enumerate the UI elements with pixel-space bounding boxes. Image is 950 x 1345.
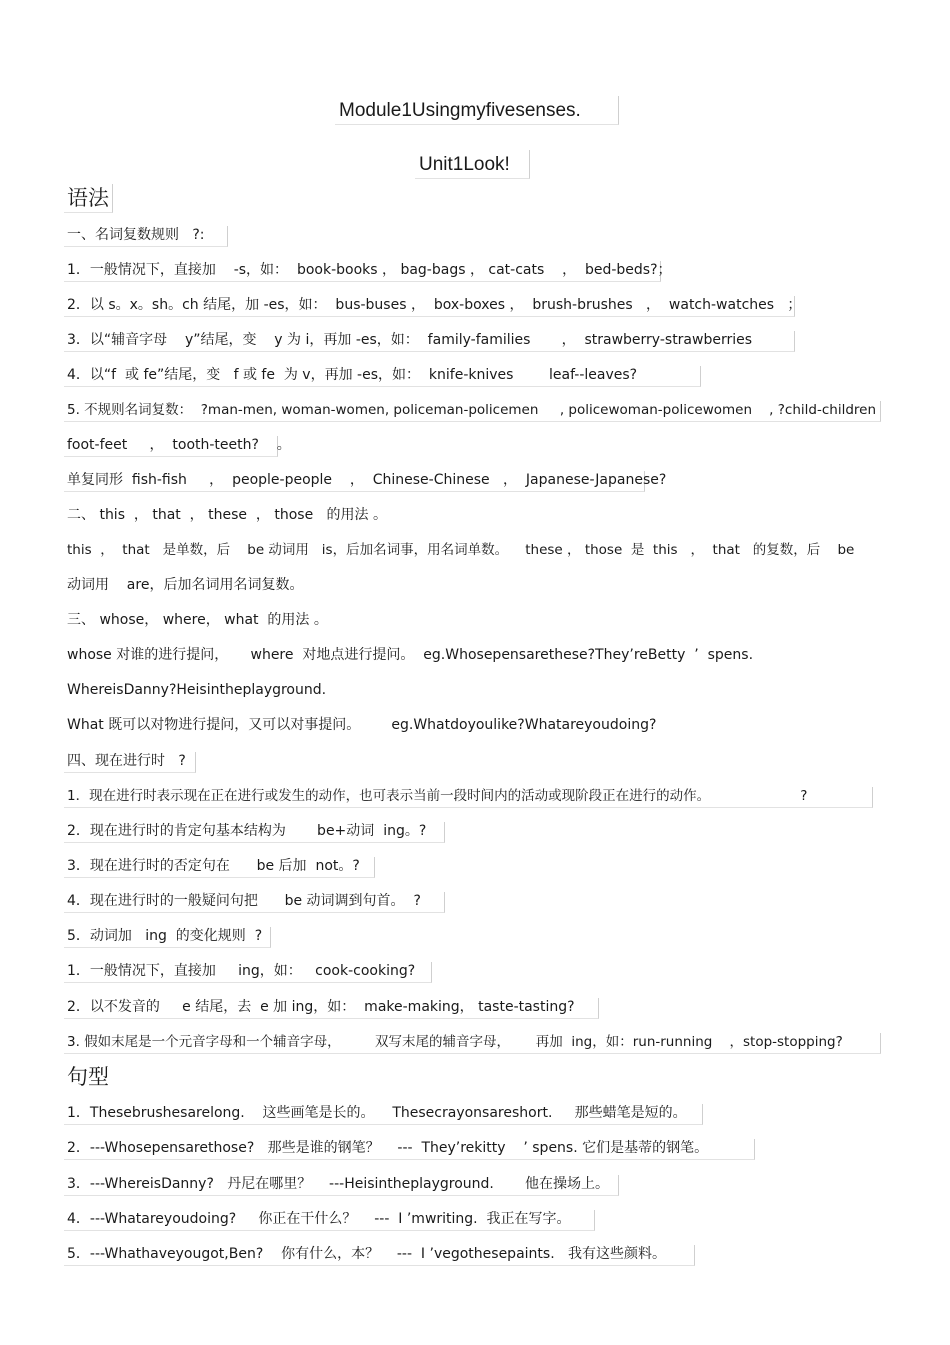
grammar-line: 二、 this ， that ， these ， those 的用法 。 [67,507,387,523]
grammar-line: WhereisDanny?Heisintheplayground. [67,682,327,698]
grammar-line: 2．以 s。x。sh。ch 结尾，加 -es，如： bus-buses ， box-boxes ， brush-brushes ， watch-watches ； [67,297,802,313]
grammar-line: foot-feet ， tooth-teeth? 。 [67,437,291,453]
grammar-line: 3. 假如末尾是一个元音字母和一个辅音字母， 双写末尾的辅音字母， 再加 ing，如：run-running ，stop-stopping? [67,1034,843,1050]
grammar-line: 动词用 are，后加名词用名词复数。 [67,577,304,593]
sentence-line: 1．Thesebrushesarelong. 这些画笔是长的。 Thesecrayonsareshort. 那些蜡笔是短的。 [67,1105,687,1121]
sentence-line: 2．---Whosepensarethose? 那些是谁的钢笔？ --- They’rekitty ’ spens. 它们是基蒂的钢笔。 [67,1140,709,1156]
grammar-line: 3．以“辅音字母 y”结尾，变 y 为 i，再加 -es，如： family-families ， strawberry-strawberries [67,332,753,348]
grammar-line: this ， that 是单数，后 be 动词用 is，后加名词事，用名词单数。 these ， those 是 this ， that 的复数，后 be [67,542,855,558]
grammar-line: 2．现在进行时的肯定句基本结构为 be+动词 ing。? [67,823,427,839]
grammar-line: 4．以“f 或 fe”结尾，变 f 或 fe 为 v，再加 -es，如： knife-knives leaf--leaves? [67,367,638,383]
grammar-line: 5. 不规则名词复数： ?man-men, woman-women, policeman-policemen , policewoman-policewomen , ?child-children [67,402,877,418]
grammar-line: 4．现在进行时的一般疑问句把 be 动词调到句首。 ? [67,893,421,909]
grammar-line: 1．一般情况下，直接加 ing，如： cook-cooking? [67,963,416,979]
grammar-line: 5．动词加 ing 的变化规则 ? [67,928,263,944]
grammar-line: 3．现在进行时的否定句在 be 后加 not。? [67,858,360,874]
unit-title: Unit1Look! [419,154,510,175]
sentence-line: 3．---WhereisDanny? 丹尼在哪里？ ---Heisintheplayground. 他在操场上。 [67,1176,610,1192]
grammar-line: 2．以不发音的 e 结尾，去 e 加 ing，如： make-making， taste-tasting? [67,999,575,1015]
grammar-line: 四、现在进行时 ? [67,753,186,769]
grammar-line: 1．一般情况下，直接加 -s，如： book-books ， bag-bags ， cat-cats ， bed-beds?； [67,262,672,278]
sentence-line: 5．---Whathaveyougot,Ben? 你有什么，本？ --- I ’vegothesepaints. 我有这些颜料。 [67,1246,666,1262]
grammar-line: 1．现在进行时表示现在正在进行或发生的动作，也可表示当前一段时间内的活动或现阶段正在进行的动作。 ? [67,788,808,804]
grammar-line: 一、名词复数规则 ?: [67,227,205,243]
sentence-heading: 句型 [67,1065,109,1089]
grammar-line: 单复同形 fish-fish ， people-people ， Chinese-Chinese ， Japanese-Japanese? [67,472,667,488]
grammar-heading: 语法 [67,186,109,210]
page-title: Module1Usingmyfivesenses. [339,100,581,121]
grammar-line: whose 对谁的进行提问， where 对地点进行提问。 eg.Whosepensarethese?They’reBetty ’ spens. [67,647,754,663]
sentence-line: 4．---Whatareyoudoing? 你正在干什么？ --- I ’mwriting. 我正在写字。 [67,1211,571,1227]
grammar-line: 三、 whose， where， what 的用法 。 [67,612,328,628]
grammar-line: What 既可以对物进行提问，又可以对事提问。 eg.Whatdoyoulike?Whatareyoudoing? [67,717,657,733]
